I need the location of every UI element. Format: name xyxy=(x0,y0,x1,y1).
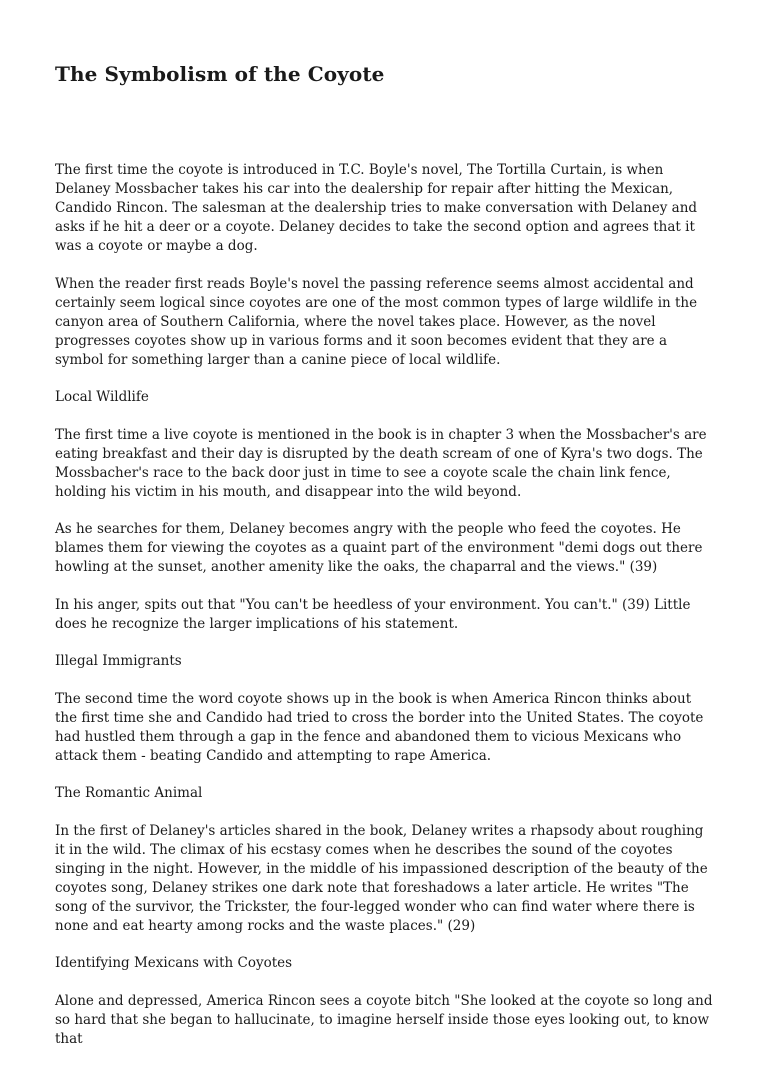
document-title: The Symbolism of the Coyote xyxy=(55,62,385,86)
paragraph: In his anger, spits out that "You can't be heedless of your environment. You can't." (39) Little does he recognize the larger implications of his statement. xyxy=(55,596,691,632)
paragraph: The first time a live coyote is mentioned in the book is in chapter 3 when the Mossbacher's are eating breakfast and their day is disrupted by the death scream of one of Kyra's two dogs. The Mossbacher's race to the back door just in time to see a coyote scale the chain link fence, holding his victim in his mouth, and disappear into the wild beyond. xyxy=(55,426,707,500)
section-heading-illegal-immigrants: Illegal Immigrants xyxy=(55,653,182,669)
section-heading-identifying-mexicans: Identifying Mexicans with Coyotes xyxy=(55,955,293,971)
section-heading-local-wildlife: Local Wildlife xyxy=(55,389,149,405)
paragraph: When the reader first reads Boyle's novel the passing reference seems almost accidental and certainly seem logical since coyotes are one of the most common types of large wildlife in the canyon area of Southern California, where the novel takes place. However, as the novel progresses coyotes show up in various forms and it soon becomes evident that they are a symbol for something larger than a canine piece of local wildlife. xyxy=(55,275,698,368)
paragraph: In the first of Delaney's articles shared in the book, Delaney writes a rhapsody about roughing it in the wild. The climax of his ecstasy comes when he describes the sound of the coyotes singing in the night. However, in the middle of his impassioned description of the beauty of the coyotes song, Delaney strikes one dark note that foreshadows a later article. He writes "The song of the survivor, the Trickster, the four-legged wonder who can find water where there is none and eat hearty among rocks and the waste places." (29) xyxy=(55,822,708,934)
paragraph: The second time the word coyote shows up in the book is when America Rincon thinks about the first time she and Candido had tried to cross the border into the United States. The coyote had hustled them through a gap in the fence and abandoned them to vicious Mexicans who attack them - beating Candido and attempting to rape America. xyxy=(55,690,704,764)
document-body xyxy=(55,161,717,1067)
paragraph: Alone and depressed, America Rincon sees a coyote bitch "She looked at the coyote so long and so hard that she began to hallucinate, to imagine herself inside those eyes looking out, to know that xyxy=(55,992,713,1047)
section-heading-romantic-animal: The Romantic Animal xyxy=(55,785,203,801)
paragraph: As he searches for them, Delaney becomes angry with the people who feed the coyotes. He blames them for viewing the coyotes as a quaint part of the environment "demi dogs out there howling at the sunset, another amenity like the oaks, the chaparral and the views." (39) xyxy=(55,521,703,575)
paragraph: The first time the coyote is introduced in T.C. Boyle's novel, The Tortilla Curtain, is when Delaney Mossbacher takes his car into the dealership for repair after hitting the Mexican, Candido Rincon. The salesman at the dealership tries to make conversation with Delaney and asks if he hit a deer or a coyote. Delaney decides to take the second option and agrees that it was a coyote or maybe a dog. xyxy=(55,162,698,254)
